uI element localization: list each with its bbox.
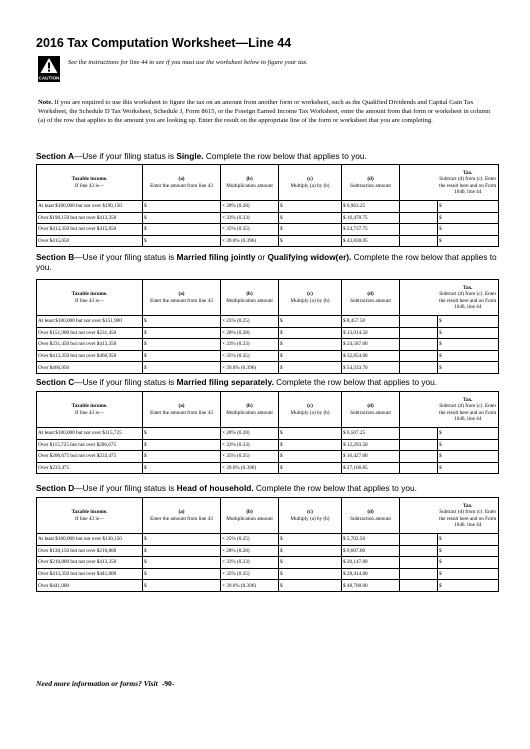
col-a: (a) Enter the amount from line 43 — [143, 498, 221, 534]
result-c-field[interactable]: $ — [279, 545, 342, 557]
spacer-cell — [400, 462, 438, 474]
tax-field[interactable]: $ — [438, 451, 499, 463]
income-range: Over $115,725 but not over $206,675 — [37, 439, 143, 451]
multiplication-amount: × 28% (0.28) — [221, 545, 279, 557]
tax-table-d — [36, 497, 499, 592]
table-row — [37, 212, 499, 224]
section-heading-a — [36, 151, 498, 161]
section-heading-d — [36, 483, 498, 493]
section-heading-c — [36, 377, 498, 387]
tax-field[interactable]: $ — [438, 439, 499, 451]
income-range: Over $151,900 but not over $231,450 — [37, 327, 143, 339]
tax-field[interactable]: $ — [438, 534, 499, 546]
income-range: Over $130,150 but not over $210,800 — [37, 545, 143, 557]
section-pre: —Use if your filing status is — [73, 151, 177, 161]
income-range: Over $190,150 but not over $413,350 — [37, 212, 143, 224]
col-spacer — [400, 498, 438, 534]
multiplication-amount: × 28% (0.28) — [221, 428, 279, 440]
subtraction-amount: $ 20,147.00 — [342, 557, 400, 569]
col-tax: Tax. Subtract (d) from (c). Enter the result here and on Form 1040, line 44 — [438, 392, 499, 428]
tax-field[interactable]: $ — [438, 316, 499, 328]
spacer-cell — [400, 451, 438, 463]
table-row — [37, 350, 499, 362]
income-range: Over $210,800 but not over $413,350 — [37, 557, 143, 569]
col-a: (a) Enter the amount from line 43 — [143, 392, 221, 428]
multiplication-amount: × 33% (0.33) — [221, 339, 279, 351]
table-row — [37, 534, 499, 546]
income-range: At least $100,000 but not over $151,900 — [37, 316, 143, 328]
table-header-row — [37, 498, 499, 534]
amount-a-field[interactable]: $ — [143, 327, 221, 339]
multiplication-amount: × 39.6% (0.396) — [221, 580, 279, 592]
spacer-cell — [400, 439, 438, 451]
page-title: 2016 Tax Computation Worksheet—Line 44 — [36, 36, 292, 50]
instruction-text: See the instructions for line 44 to see if you must use the worksheet below to figure your tax. — [68, 59, 308, 66]
section-pre: —Use if your filing status is — [74, 252, 177, 262]
result-c-field[interactable]: $ — [279, 235, 342, 247]
col-c: (c) Multiply (a) by (b) — [279, 280, 342, 316]
table-row — [37, 545, 499, 557]
amount-a-field[interactable]: $ — [143, 462, 221, 474]
spacer-cell — [400, 316, 438, 328]
subtraction-amount: $ 6,507.25 — [342, 428, 400, 440]
table-row — [37, 428, 499, 440]
tax-field[interactable]: $ — [438, 362, 499, 374]
tax-field[interactable]: $ — [438, 235, 499, 247]
subtraction-amount: $ 27,166.85 — [342, 462, 400, 474]
section-post: Complete the row below that applies to you. — [273, 377, 438, 387]
result-c-field[interactable]: $ — [279, 451, 342, 463]
col-b: (b) Multiplication amount — [221, 280, 279, 316]
multiplication-amount: × 35% (0.35) — [221, 224, 279, 236]
tax-field[interactable]: $ — [438, 212, 499, 224]
amount-a-field[interactable]: $ — [143, 557, 221, 569]
spacer-cell — [400, 580, 438, 592]
col-d: (d) Subtraction amount — [342, 165, 400, 201]
result-c-field[interactable]: $ — [279, 580, 342, 592]
amount-a-field[interactable]: $ — [143, 362, 221, 374]
table-row — [37, 224, 499, 236]
tax-field[interactable]: $ — [438, 350, 499, 362]
col-c: (c) Multiply (a) by (b) — [279, 392, 342, 428]
multiplication-amount: × 39.6% (0.396) — [221, 235, 279, 247]
spacer-cell — [400, 568, 438, 580]
col-d: (d) Subtraction amount — [342, 498, 400, 534]
result-c-field[interactable]: $ — [279, 201, 342, 213]
tax-field[interactable]: $ — [438, 224, 499, 236]
tax-table-b — [36, 279, 499, 374]
subtraction-amount: $ 48,700.00 — [342, 580, 400, 592]
result-c-field[interactable]: $ — [279, 212, 342, 224]
multiplication-amount: × 33% (0.33) — [221, 212, 279, 224]
tax-table-a — [36, 164, 499, 247]
tax-field[interactable]: $ — [438, 339, 499, 351]
subtraction-amount: $ 6,963.25 — [342, 201, 400, 213]
col-b: (b) Multiplication amount — [221, 498, 279, 534]
spacer-cell — [400, 212, 438, 224]
spacer-cell — [400, 534, 438, 546]
col-a: (a) Enter the amount from line 43 — [143, 280, 221, 316]
result-c-field[interactable]: $ — [279, 534, 342, 546]
table-row — [37, 462, 499, 474]
section-post: Complete the row below that applies to you. — [36, 252, 497, 272]
col-d: (d) Subtraction amount — [342, 392, 400, 428]
tax-field[interactable]: $ — [438, 462, 499, 474]
result-c-field[interactable]: $ — [279, 327, 342, 339]
section-label: Section C — [36, 377, 75, 387]
section-pre: —Use if your filing status is — [74, 483, 177, 493]
multiplication-amount: × 35% (0.35) — [221, 451, 279, 463]
result-c-field[interactable]: $ — [279, 316, 342, 328]
result-c-field[interactable]: $ — [279, 224, 342, 236]
amount-a-field[interactable]: $ — [143, 428, 221, 440]
footer-text: Need more information or forms? Visit — [36, 679, 158, 688]
table-header-row — [37, 165, 499, 201]
income-range: Over $233,475 — [37, 462, 143, 474]
col-b: (b) Multiplication amount — [221, 392, 279, 428]
subtraction-amount: $ 24,587.00 — [342, 339, 400, 351]
multiplication-amount: × 35% (0.35) — [221, 568, 279, 580]
table-row — [37, 362, 499, 374]
spacer-cell — [400, 224, 438, 236]
section-label: Section A — [36, 151, 74, 161]
amount-a-field[interactable]: $ — [143, 235, 221, 247]
tax-field[interactable]: $ — [438, 568, 499, 580]
table-row — [37, 201, 499, 213]
tax-field[interactable]: $ — [438, 428, 499, 440]
filing-status: Single. — [176, 151, 204, 161]
note-text: If you are required to use this worksheet to figure the tax on an amount from another form or worksheet, such as the Qualified Dividends and Capital Gain Tax Worksheet, the Schedule D Tax Worksheet, Schedule J, Form 8615, or the Foreign Earned Income Tax Worksheet, enter the amount from that form or worksheet in column (a) of the row that applies to the amount you are looking up. Enter the result on the appropriate line of the form or worksheet that you are completing. — [38, 99, 491, 125]
multiplication-amount: × 39.6% (0.396) — [221, 362, 279, 374]
footer — [36, 679, 174, 688]
table-row — [37, 580, 499, 592]
filing-status: Head of household. — [176, 483, 254, 493]
table-row — [37, 235, 499, 247]
income-range: Over $413,350 but not over $466,950 — [37, 350, 143, 362]
subtraction-amount: $ 24,737.75 — [342, 224, 400, 236]
multiplication-amount: × 28% (0.28) — [221, 327, 279, 339]
col-b: (b) Multiplication amount — [221, 165, 279, 201]
subtraction-amount: $ 8,457.50 — [342, 316, 400, 328]
amount-a-field[interactable]: $ — [143, 212, 221, 224]
multiplication-amount: × 33% (0.33) — [221, 439, 279, 451]
section-post: Complete the row below that applies to you. — [253, 483, 417, 493]
result-c-field[interactable]: $ — [279, 439, 342, 451]
col-spacer — [400, 165, 438, 201]
page-number: -90- — [161, 679, 175, 688]
income-range: Over $415,050 — [37, 235, 143, 247]
section-label: Section B — [36, 252, 75, 262]
subtraction-amount: $ 16,427.00 — [342, 451, 400, 463]
spacer-cell — [400, 201, 438, 213]
table-row — [37, 451, 499, 463]
subtraction-amount: $ 54,333.70 — [342, 362, 400, 374]
col-spacer — [400, 280, 438, 316]
amount-a-field[interactable]: $ — [143, 201, 221, 213]
col-taxable-income: Taxable income. If line 43 is— — [37, 392, 143, 428]
result-c-field[interactable]: $ — [279, 362, 342, 374]
subtraction-amount: $ 5,702.50 — [342, 534, 400, 546]
income-range: Over $413,350 but not over $441,000 — [37, 568, 143, 580]
spacer-cell — [400, 327, 438, 339]
tax-field[interactable]: $ — [438, 327, 499, 339]
subtraction-amount: $ 13,014.50 — [342, 327, 400, 339]
section-or: or — [255, 252, 268, 262]
multiplication-amount: × 25% (0.25) — [221, 534, 279, 546]
amount-a-field[interactable]: $ — [143, 224, 221, 236]
income-range: At least $100,000 but not over $190,150 — [37, 201, 143, 213]
subtraction-amount: $ 28,414.00 — [342, 568, 400, 580]
filing-status: Married filing jointly — [176, 252, 256, 262]
section-heading-b — [36, 252, 498, 272]
spacer-cell — [400, 339, 438, 351]
result-c-field[interactable]: $ — [279, 462, 342, 474]
col-spacer — [400, 392, 438, 428]
spacer-cell — [400, 350, 438, 362]
table-row — [37, 339, 499, 351]
multiplication-amount: × 25% (0.25) — [221, 316, 279, 328]
col-taxable-income: Taxable income. If line 43 is— — [37, 498, 143, 534]
col-tax: Tax. Subtract (d) from (c). Enter the result here and on Form 1040, line 44 — [438, 498, 499, 534]
amount-a-field[interactable]: $ — [143, 339, 221, 351]
income-range: Over $413,350 but not over $415,050 — [37, 224, 143, 236]
result-c-field[interactable]: $ — [279, 428, 342, 440]
filing-status-2: Qualifying widow(er). — [267, 252, 352, 262]
tax-field[interactable]: $ — [438, 545, 499, 557]
income-range: At least $100,000 but not over $115,725 — [37, 428, 143, 440]
result-c-field[interactable]: $ — [279, 557, 342, 569]
table-row — [37, 439, 499, 451]
col-taxable-income: Taxable income. If line 43 is— — [37, 165, 143, 201]
table-row — [37, 557, 499, 569]
multiplication-amount: × 28% (0.28) — [221, 201, 279, 213]
caution-label: CAUTION — [38, 75, 60, 81]
subtraction-amount: $ 43,830.05 — [342, 235, 400, 247]
tax-field[interactable]: $ — [438, 557, 499, 569]
subtraction-amount: $ 9,607.00 — [342, 545, 400, 557]
filing-status: Married filing separately. — [176, 377, 274, 387]
amount-a-field[interactable]: $ — [143, 534, 221, 546]
income-range: Over $231,450 but not over $413,350 — [37, 339, 143, 351]
amount-a-field[interactable]: $ — [143, 316, 221, 328]
note-label: Note. — [38, 99, 53, 106]
table-row — [37, 316, 499, 328]
amount-a-field[interactable]: $ — [143, 451, 221, 463]
amount-a-field[interactable]: $ — [143, 439, 221, 451]
table-row — [37, 327, 499, 339]
subtraction-amount: $ 32,854.00 — [342, 350, 400, 362]
col-tax: Tax. Subtract (d) from (c). Enter the result here and on Form 1040, line 44 — [438, 165, 499, 201]
spacer-cell — [400, 545, 438, 557]
section-label: Section D — [36, 483, 75, 493]
col-c: (c) Multiply (a) by (b) — [279, 498, 342, 534]
spacer-cell — [400, 557, 438, 569]
spacer-cell — [400, 362, 438, 374]
income-range: Over $466,950 — [37, 362, 143, 374]
amount-a-field[interactable]: $ — [143, 545, 221, 557]
col-d: (d) Subtraction amount — [342, 280, 400, 316]
income-range: Over $441,000 — [37, 580, 143, 592]
result-c-field[interactable]: $ — [279, 350, 342, 362]
tax-field[interactable]: $ — [438, 580, 499, 592]
col-tax: Tax. Subtract (d) from (c). Enter the result here and on Form 1040, line 44 — [438, 280, 499, 316]
col-taxable-income: Taxable income. If line 43 is— — [37, 280, 143, 316]
multiplication-amount: × 33% (0.33) — [221, 557, 279, 569]
col-c: (c) Multiply (a) by (b) — [279, 165, 342, 201]
result-c-field[interactable]: $ — [279, 339, 342, 351]
table-header-row — [37, 280, 499, 316]
amount-a-field[interactable]: $ — [143, 568, 221, 580]
note-paragraph — [38, 98, 496, 126]
amount-a-field[interactable]: $ — [143, 350, 221, 362]
multiplication-amount: × 39.6% (0.396) — [221, 462, 279, 474]
section-post: Complete the row below that applies to you. — [203, 151, 367, 161]
caution-icon — [38, 56, 60, 82]
multiplication-amount: × 35% (0.35) — [221, 350, 279, 362]
col-a: (a) Enter the amount from line 43 — [143, 165, 221, 201]
income-range: Over $206,675 but not over $233,475 — [37, 451, 143, 463]
table-header-row — [37, 392, 499, 428]
spacer-cell — [400, 428, 438, 440]
income-range: At least $100,000 but not over $130,150 — [37, 534, 143, 546]
subtraction-amount: $ 12,293.50 — [342, 439, 400, 451]
spacer-cell — [400, 235, 438, 247]
amount-a-field[interactable]: $ — [143, 580, 221, 592]
subtraction-amount: $ 16,470.75 — [342, 212, 400, 224]
result-c-field[interactable]: $ — [279, 568, 342, 580]
section-pre: —Use if your filing status is — [74, 377, 177, 387]
table-row — [37, 568, 499, 580]
tax-field[interactable]: $ — [438, 201, 499, 213]
tax-table-c — [36, 391, 499, 474]
